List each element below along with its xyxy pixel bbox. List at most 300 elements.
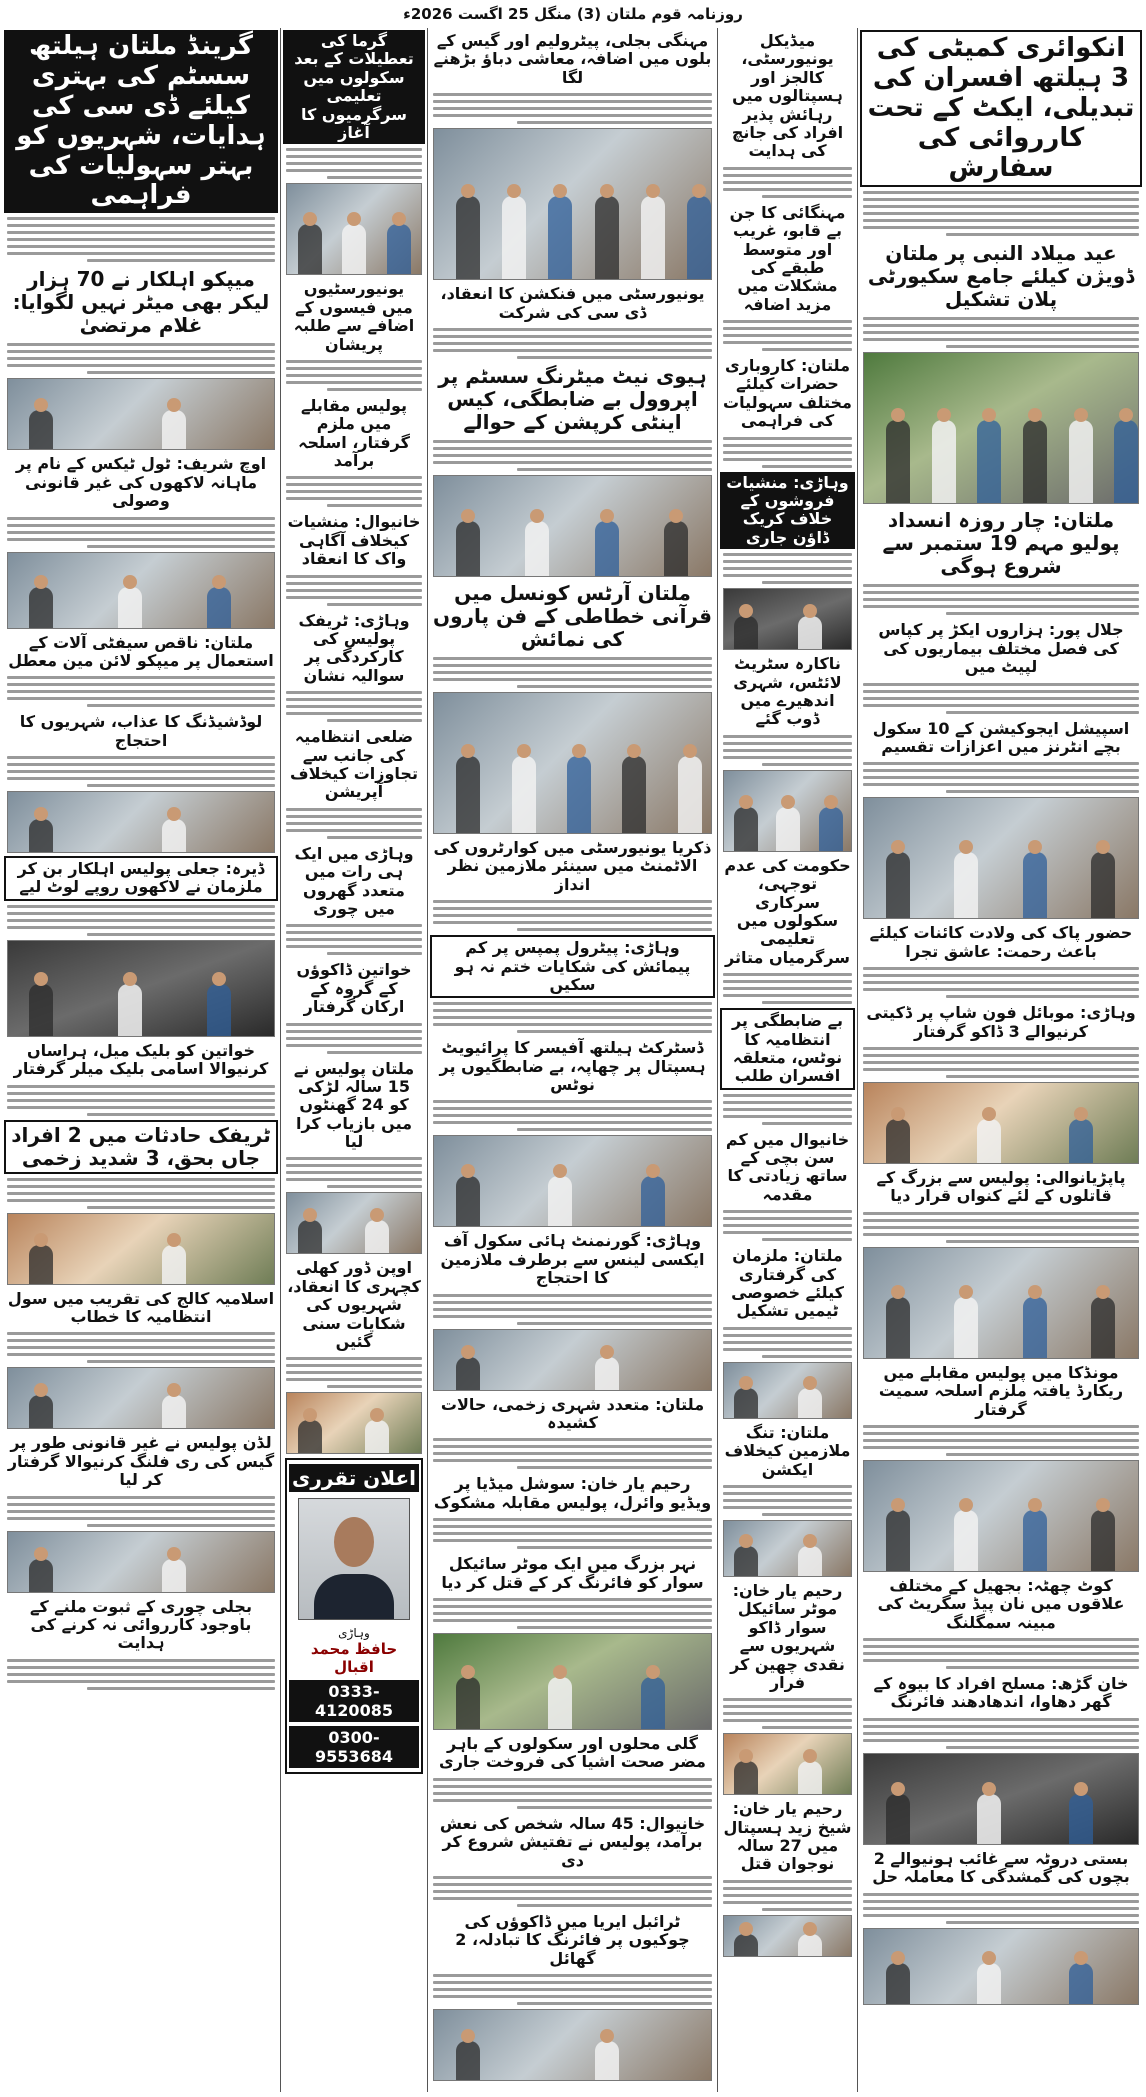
- text-line: [7, 926, 275, 929]
- news-story: [720, 1008, 855, 1125]
- text-line: [433, 1897, 712, 1900]
- text-line: [286, 1378, 422, 1381]
- text-line: [723, 1108, 852, 1111]
- news-story: [4, 1596, 278, 1690]
- text-line: [7, 531, 275, 534]
- text-line: [723, 994, 852, 997]
- person-figure: [162, 1245, 186, 1284]
- text-line: [762, 195, 852, 198]
- text-line: [433, 342, 712, 345]
- article-body: [4, 676, 278, 707]
- article-body: [430, 1518, 715, 1549]
- text-line: [723, 1712, 852, 1715]
- person-head: [1074, 1951, 1088, 1965]
- text-line: [286, 490, 422, 493]
- news-photo: [863, 352, 1139, 504]
- article-body: [283, 476, 425, 507]
- text-line: [286, 596, 422, 599]
- story-headline: ٹریفک حادثات میں 2 افراد جاں بحق، 3 شدید زخمی: [4, 1120, 278, 1174]
- news-story: [4, 711, 278, 787]
- news-photo: [723, 1733, 852, 1795]
- person-figure: [162, 410, 186, 449]
- column-rule: [717, 28, 718, 2092]
- text-line: [762, 1513, 852, 1516]
- text-line: [433, 678, 712, 681]
- article-body: [4, 343, 278, 374]
- story-headline: اسلامیہ کالج کی تقریب میں سول انتظامیہ کا خطاب: [7, 1288, 275, 1327]
- person-head: [891, 1782, 905, 1796]
- article-body: [4, 1085, 278, 1116]
- person-figure: [1023, 420, 1047, 503]
- news-photo: [7, 1367, 275, 1429]
- text-line: [7, 770, 275, 773]
- story-headline: ملتان پولیس نے 15 سالہ لڑکی کو 24 گھنٹوں میں بازیاب کرا لیا: [293, 1058, 415, 1152]
- text-line: [863, 1233, 1139, 1236]
- text-line: [723, 1334, 852, 1337]
- text-line: [517, 468, 712, 471]
- news-photo: [7, 552, 275, 629]
- article-body: [283, 1357, 425, 1388]
- text-line: [87, 1206, 275, 1209]
- text-line: [723, 1217, 852, 1220]
- person-figure: [567, 756, 591, 833]
- news-story: [283, 395, 425, 508]
- story-headline: بستی دروٹہ سے غائب ہونیوالے 2 بچوں کی گمشدگی کا معاملہ حل: [872, 1848, 1130, 1887]
- text-line: [7, 364, 275, 367]
- text-line: [762, 1122, 852, 1125]
- text-line: [863, 598, 1139, 601]
- story-headline: ملتان: کاروباری حضرات کیلئے مختلف سہولیات کی فراہمی: [723, 356, 852, 431]
- news-story: [860, 619, 1142, 713]
- masthead: [0, 0, 1146, 28]
- person-head: [600, 2029, 614, 2043]
- text-line: [327, 388, 422, 391]
- person-figure: [456, 756, 480, 833]
- news-story: [860, 240, 1142, 348]
- column-rule: [857, 28, 858, 2092]
- story-headline: اوپن ڈور کھلی کچہری کا انعقاد، شہریوں کی شکایات سنی گئیں: [287, 1258, 421, 1352]
- person-head: [461, 744, 475, 758]
- text-line: [762, 1726, 852, 1729]
- ad-portrait: [298, 1498, 410, 1620]
- article-body: [430, 1100, 715, 1131]
- text-line: [723, 1101, 852, 1104]
- person-figure: [641, 1677, 665, 1729]
- masthead-text: روزنامہ قوم ملتان (3) منگل 25 اگست 2026ء: [403, 5, 743, 23]
- news-story: [860, 30, 1142, 236]
- person-figure: [622, 756, 646, 833]
- text-line: [433, 1778, 712, 1781]
- text-line: [433, 1315, 712, 1318]
- text-line: [723, 1210, 852, 1213]
- person-figure: [298, 224, 322, 274]
- news-story: [4, 266, 278, 374]
- news-photo: [863, 1928, 1139, 2005]
- article-body: [4, 1659, 278, 1690]
- story-headline: وہاڑی: ٹریفک پولیس کی کارکردگی پر سوالیہ نشان: [298, 610, 410, 685]
- person-figure: [525, 521, 549, 576]
- article-body: [4, 517, 278, 548]
- article-body: [860, 584, 1142, 615]
- person-figure: [734, 616, 758, 649]
- article-body: [430, 1778, 715, 1809]
- story-headline: ناکارہ سٹریٹ لائٹس، شہری اندھیرے میں ڈوب گئے: [733, 654, 842, 729]
- article-body: [283, 808, 425, 839]
- story-headline: وہاڑی: پیٹرول پمپس پر کم پیمائش کی شکایات ختم نہ ہو سکیں: [430, 935, 715, 998]
- text-line: [433, 107, 712, 110]
- story-headline: جلال پور: ہزاروں ایکڑ پر کپاس کی فصل مختلف بیماریوں کی لپیٹ میں: [878, 620, 1124, 677]
- text-line: [286, 575, 422, 578]
- article-body: [430, 1598, 715, 1629]
- person-figure: [456, 1176, 480, 1226]
- text-line: [286, 483, 422, 486]
- text-line: [327, 836, 422, 839]
- text-line: [517, 121, 712, 124]
- text-line: [863, 1047, 1139, 1050]
- text-line: [286, 381, 422, 384]
- person-figure: [29, 587, 53, 628]
- text-line: [433, 1792, 712, 1795]
- person-head: [303, 212, 317, 226]
- person-head: [891, 1107, 905, 1121]
- text-line: [286, 497, 422, 500]
- text-line: [87, 371, 275, 374]
- text-line: [286, 931, 422, 934]
- person-head: [1074, 1107, 1088, 1121]
- person-head: [517, 744, 531, 758]
- story-headline: خانیوال: 45 سالہ شخص کی نعش برآمد، پولیس نے تفتیش شروع کر دی: [439, 1813, 706, 1870]
- news-photo: [863, 1082, 1139, 1164]
- article-body: [283, 924, 425, 955]
- text-line: [7, 245, 275, 248]
- person-figure: [29, 1559, 53, 1592]
- article-body: [430, 440, 715, 471]
- text-line: [7, 524, 275, 527]
- text-line: [87, 1360, 275, 1363]
- text-line: [7, 676, 275, 679]
- text-line: [286, 589, 422, 592]
- text-line: [946, 1666, 1139, 1669]
- news-photo: [433, 1633, 712, 1730]
- news-photo: [433, 2009, 712, 2081]
- person-figure: [977, 1963, 1001, 2004]
- text-line: [7, 1503, 275, 1506]
- article-body: [283, 1157, 425, 1188]
- text-line: [433, 1612, 712, 1615]
- text-line: [863, 1725, 1139, 1728]
- person-figure: [456, 196, 480, 279]
- person-figure: [1091, 1297, 1115, 1358]
- text-line: [433, 1981, 712, 1984]
- article-body: [283, 1023, 425, 1054]
- column-2: [720, 28, 855, 2092]
- person-head: [34, 1233, 48, 1247]
- news-photo: [723, 1915, 852, 1957]
- text-line: [7, 357, 275, 360]
- text-line: [433, 440, 712, 443]
- text-line: [433, 1114, 712, 1117]
- story-headline: حکومت کی عدم توجہی، سرکاری سکولوں میں تعلیمی سرگرمیاں متاثر: [724, 855, 851, 967]
- text-line: [863, 1054, 1139, 1057]
- article-body: [720, 1880, 855, 1911]
- ad-phone: 0300-9553684: [289, 1726, 419, 1768]
- article-body: [720, 320, 855, 351]
- text-line: [286, 829, 422, 832]
- article-body: [720, 735, 855, 766]
- text-line: [7, 1339, 275, 1342]
- text-line: [327, 1385, 422, 1388]
- text-line: [433, 335, 712, 338]
- news-story: [283, 1257, 425, 1388]
- story-headline: ڈسٹرکٹ ہیلتھ آفیسر کا پرائیویٹ ہسپتال پر چھاپہ، بے ضابطگیوں پر نوٹس: [439, 1038, 706, 1095]
- text-line: [7, 1346, 275, 1349]
- text-line: [863, 1739, 1139, 1742]
- person-figure: [776, 807, 800, 851]
- news-story: [720, 202, 855, 351]
- text-line: [7, 1673, 275, 1676]
- person-figure: [456, 1357, 480, 1390]
- text-line: [517, 1806, 712, 1809]
- news-story: [4, 30, 278, 262]
- text-line: [7, 1353, 275, 1356]
- story-headline: خانیوال: منشیات کیخلاف آگاہی واک کا انعقاد: [287, 512, 421, 569]
- person-figure: [512, 756, 536, 833]
- person-figure: [387, 224, 411, 274]
- text-line: [863, 331, 1139, 334]
- story-headline: گرما کی تعطیلات کے بعد سکولوں میں تعلیمی سرگرمیوں کا آغاز: [283, 30, 425, 144]
- person-head: [803, 1534, 817, 1548]
- text-line: [517, 1030, 712, 1033]
- column-rule: [427, 28, 428, 2092]
- text-line: [863, 776, 1139, 779]
- person-figure: [734, 1761, 758, 1794]
- person-figure: [29, 410, 53, 449]
- text-line: [863, 226, 1139, 229]
- news-story: [720, 855, 855, 1004]
- person-head: [34, 1547, 48, 1561]
- text-line: [723, 1887, 852, 1890]
- text-line: [327, 603, 422, 606]
- text-line: [286, 476, 422, 479]
- person-figure: [798, 1546, 822, 1576]
- text-line: [7, 1199, 275, 1202]
- text-line: [433, 657, 712, 660]
- text-line: [286, 705, 422, 708]
- person-figure: [678, 756, 702, 833]
- story-headline: وہاڑی میں ایک ہی رات میں متعدد گھروں میں چوری: [294, 843, 414, 918]
- text-line: [7, 697, 275, 700]
- text-line: [433, 664, 712, 667]
- text-line: [517, 1128, 712, 1131]
- person-figure: [456, 521, 480, 576]
- text-line: [286, 1157, 422, 1160]
- text-line: [723, 1901, 852, 1904]
- person-figure: [1091, 852, 1115, 918]
- person-head: [803, 604, 817, 618]
- person-head: [646, 1665, 660, 1679]
- news-story: [430, 580, 715, 688]
- story-headline: میڈیکل یونیورسٹی، کالجز اور ہسپتالوں میں رہائش پذیر افراد کی جانچ کی ہدایت: [731, 31, 844, 161]
- person-figure: [886, 420, 910, 503]
- news-story: [4, 632, 278, 708]
- text-line: [863, 690, 1139, 693]
- news-story: [430, 1553, 715, 1629]
- text-line: [433, 1525, 712, 1528]
- text-line: [433, 1619, 712, 1622]
- article-body: [860, 1638, 1142, 1669]
- article-body: [430, 900, 715, 931]
- text-line: [286, 822, 422, 825]
- column-5: [4, 28, 278, 2092]
- text-line: [433, 1995, 712, 1998]
- news-story: [430, 1473, 715, 1549]
- news-story: [720, 355, 855, 468]
- text-line: [7, 756, 275, 759]
- text-line: [946, 345, 1139, 348]
- person-figure: [502, 196, 526, 279]
- person-head: [683, 744, 697, 758]
- text-line: [286, 169, 422, 172]
- person-figure: [886, 1794, 910, 1844]
- text-line: [762, 1238, 852, 1241]
- text-line: [863, 1212, 1139, 1215]
- text-line: [723, 1880, 852, 1883]
- text-line: [7, 1517, 275, 1520]
- text-line: [723, 334, 852, 337]
- news-story: [860, 1167, 1142, 1243]
- person-figure: [641, 1176, 665, 1226]
- news-photo: [433, 475, 712, 577]
- text-line: [863, 1645, 1139, 1648]
- text-line: [863, 697, 1139, 700]
- news-photo: [7, 1213, 275, 1285]
- text-line: [286, 1371, 422, 1374]
- story-headline: کوٹ چھٹہ: بجھیل کے مختلف علاقوں میں نان پیڈ سگریٹ کی مبینہ سمگلنگ: [877, 1575, 1125, 1632]
- text-line: [723, 574, 852, 577]
- story-headline: گلی محلوں اور سکولوں کے باہر مضر صحت اشیا کی فروخت جاری: [439, 1733, 706, 1772]
- text-line: [863, 1732, 1139, 1735]
- person-figure: [365, 1420, 389, 1453]
- story-headline: مہنگی بجلی، پیٹرولیم اور گیس کے بلوں میں اضافہ، معاشی دباؤ بڑھنے لگا: [433, 31, 712, 87]
- text-line: [863, 591, 1139, 594]
- text-line: [433, 454, 712, 457]
- text-line: [946, 995, 1139, 998]
- text-line: [286, 1037, 422, 1040]
- text-line: [863, 1439, 1139, 1442]
- text-line: [723, 437, 852, 440]
- person-figure: [886, 1297, 910, 1358]
- person-head: [739, 1376, 753, 1390]
- text-line: [723, 749, 852, 752]
- person-figure: [664, 521, 688, 576]
- news-story: [283, 30, 425, 179]
- text-line: [7, 912, 275, 915]
- person-figure: [1023, 1297, 1047, 1358]
- text-line: [7, 690, 275, 693]
- story-headline: ملتان آرٹس کونسل میں قرآنی خطاطی کے فن پاروں کی نمائش: [433, 580, 712, 651]
- appointment-ad: [285, 1458, 423, 1774]
- text-line: [863, 783, 1139, 786]
- text-line: [863, 1900, 1139, 1903]
- text-line: [327, 719, 422, 722]
- news-story: [720, 1129, 855, 1242]
- text-line: [433, 1876, 712, 1879]
- ad-subtitle: وہاڑی: [338, 1626, 370, 1641]
- article-body: [860, 191, 1142, 236]
- text-line: [863, 1638, 1139, 1641]
- text-line: [433, 1023, 712, 1026]
- person-head: [123, 972, 137, 986]
- news-story: [430, 283, 715, 359]
- text-line: [433, 328, 712, 331]
- article-body: [4, 1178, 278, 1209]
- news-photo: [723, 1362, 852, 1419]
- person-figure: [29, 1395, 53, 1428]
- story-headline: مونڈکا میں پولیس مقابلے میں ریکارڈ یافتہ ملزم اسلحہ سمیت گرفتار: [878, 1362, 1124, 1419]
- person-head: [803, 1749, 817, 1763]
- text-line: [863, 1652, 1139, 1655]
- person-figure: [798, 1934, 822, 1956]
- portrait-suit: [314, 1574, 394, 1619]
- person-figure: [886, 1963, 910, 2004]
- person-figure: [1114, 420, 1138, 503]
- story-headline: ہیوی نیٹ میٹرنگ سسٹم پر اپروول بے ضابطگی، کیس اینٹی کرپشن کے حوالے: [438, 363, 707, 434]
- person-figure: [886, 1510, 910, 1571]
- text-line: [433, 1459, 712, 1462]
- text-line: [723, 320, 852, 323]
- person-head: [739, 1922, 753, 1936]
- text-line: [286, 148, 422, 151]
- text-line: [286, 162, 422, 165]
- person-head: [1028, 1498, 1042, 1512]
- person-figure: [365, 1220, 389, 1253]
- text-line: [433, 1445, 712, 1448]
- person-head: [891, 1285, 905, 1299]
- news-photo: [433, 128, 712, 280]
- person-figure: [1069, 1963, 1093, 2004]
- person-head: [891, 1498, 905, 1512]
- text-line: [433, 1598, 712, 1601]
- news-story: [430, 935, 715, 1033]
- person-head: [167, 1547, 181, 1561]
- text-line: [723, 1506, 852, 1509]
- text-line: [7, 1178, 275, 1181]
- text-line: [517, 1466, 712, 1469]
- text-line: [863, 317, 1139, 320]
- text-line: [723, 1499, 852, 1502]
- text-line: [7, 919, 275, 922]
- text-line: [723, 560, 852, 563]
- text-line: [286, 1044, 422, 1047]
- person-figure: [548, 1677, 572, 1729]
- text-line: [723, 1698, 852, 1701]
- news-photo: [433, 1135, 712, 1227]
- text-line: [433, 1605, 712, 1608]
- person-figure: [162, 1559, 186, 1592]
- text-line: [863, 205, 1139, 208]
- person-figure: [342, 224, 366, 274]
- text-line: [286, 924, 422, 927]
- person-figure: [29, 819, 53, 852]
- text-line: [863, 1893, 1139, 1896]
- text-line: [723, 756, 852, 759]
- text-line: [286, 698, 422, 701]
- text-line: [7, 1332, 275, 1335]
- text-line: [723, 1231, 852, 1234]
- text-line: [7, 1510, 275, 1513]
- news-story: [720, 1798, 855, 1911]
- text-line: [723, 1705, 852, 1708]
